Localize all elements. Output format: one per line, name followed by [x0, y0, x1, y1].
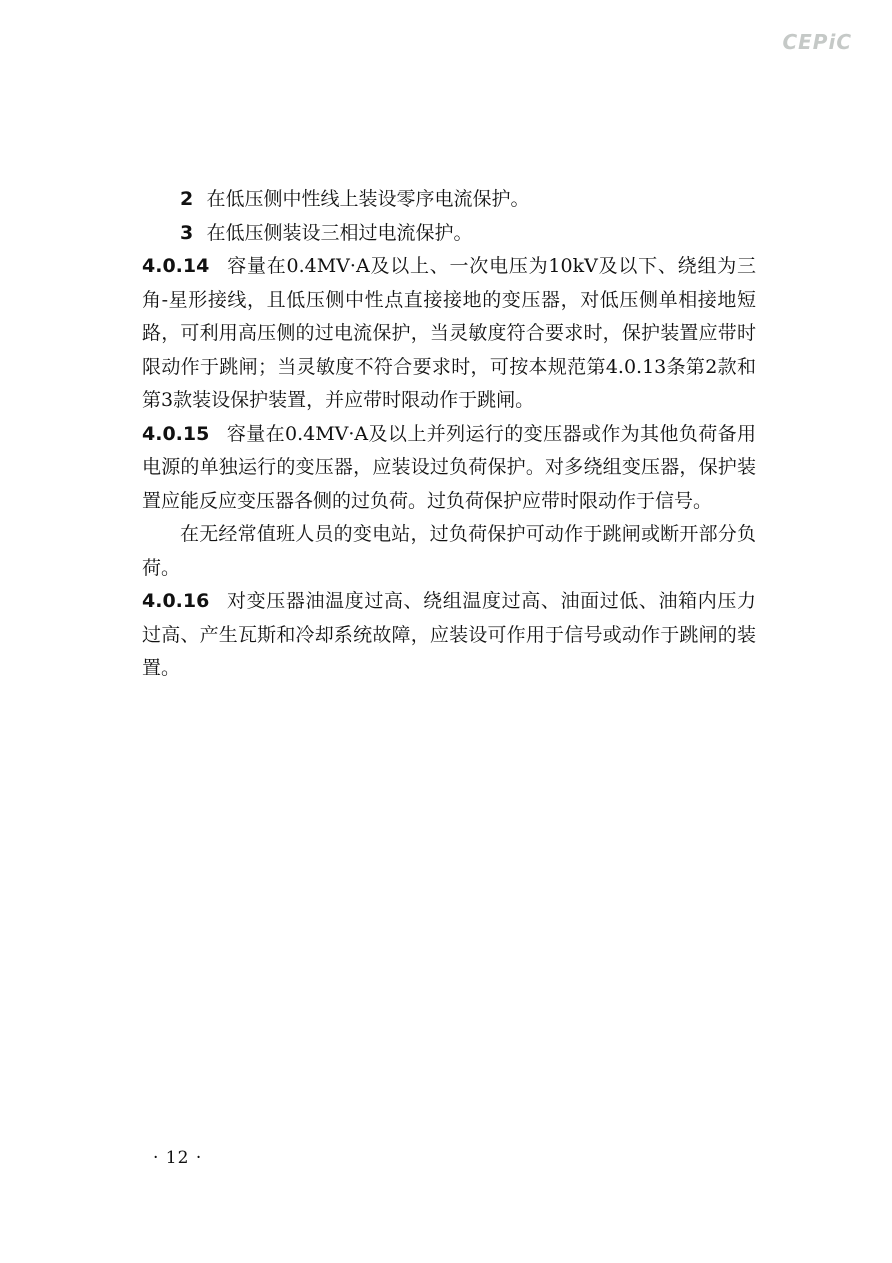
item-text: 在低压侧装设三相过电流保护。 [206, 221, 473, 244]
item-text: 在低压侧中性线上装设零序电流保护。 [206, 188, 530, 210]
clause-text: 容量在0.4MV·A及以上并列运行的变压器或作为其他负荷备用电源的单独运行的变压器，应装设过负荷保护。对多绕组变压器，保护装置应能反应变压器各侧的过负荷。过负荷保护应带时限动作于信号。 [142, 422, 756, 512]
clause-4-0-16 [142, 585, 756, 686]
document-body [142, 183, 756, 686]
clause-text: 对变压器油温度过高、绕组温度过高、油面过低、油箱内压力过高、产生瓦斯和冷却系统故障，应装设可作用于信号或动作于跳闸的装置。 [142, 590, 756, 679]
clause-number: 4.0.15 [142, 422, 210, 445]
item-number: 3 [180, 221, 194, 244]
page-number: · 12 · [153, 1148, 203, 1168]
clause-4-0-15-paragraph: 在无经常值班人员的变电站，过负荷保护可动作于跳闸或断开部分负荷。 [142, 523, 756, 579]
list-item [142, 183, 756, 217]
cepic-logo: CEPiC [782, 30, 852, 54]
clause-number: 4.0.16 [142, 590, 210, 612]
clause-number: 4.0.14 [142, 255, 210, 277]
list-item [142, 217, 756, 251]
clause-4-0-15 [142, 418, 756, 519]
clause-text: 容量在0.4MV·A及以上、一次电压为10kV及以下、绕组为三角-星形接线，且低压侧中性点直接接地的变压器，对低压侧单相接地短路，可利用高压侧的过电流保护，当灵敏度符合要求时，保护装置应带时限动作于跳闸；当灵敏度不符合要求时，可按本规范第4.0.13条第2款和第3款装设保护装置，并应带时限动作于跳闸。 [142, 255, 756, 411]
item-number: 2 [180, 188, 194, 210]
clause-4-0-14 [142, 250, 756, 418]
